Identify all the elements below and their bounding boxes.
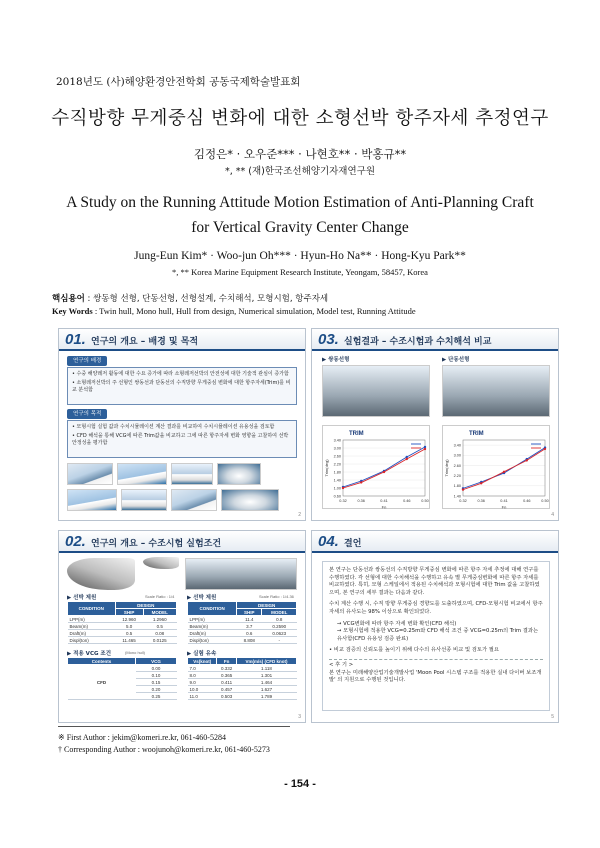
acknowledgement-title: < 후 기 > <box>329 661 354 668</box>
slide-header <box>59 329 305 351</box>
speed-cell: 0.332 <box>217 665 237 672</box>
purpose-box <box>67 420 297 458</box>
table-row <box>188 672 297 679</box>
keywords-korean-text: : 쌍동형 선형, 단동선형, 선형설계, 수치해석, 모형시험, 항주자세 <box>84 294 329 304</box>
slide-title: 실험결과 – 수조시험과 수치해석 비교 <box>344 337 492 347</box>
speed-cell: 8.0 <box>188 672 217 679</box>
twin-spec-cell: 0.5 <box>115 630 143 637</box>
speed-cell: 10.0 <box>188 686 217 693</box>
trim-chart-mono <box>442 425 550 509</box>
vcg-cell: 0.25 <box>136 693 177 700</box>
speed-cell: 0.365 <box>217 672 237 679</box>
boat-photo-4 <box>217 463 261 485</box>
acknowledgement <box>329 659 543 685</box>
y-tick-label: 1.80 <box>453 484 461 489</box>
data-point <box>526 459 528 461</box>
data-point <box>406 458 408 460</box>
data-point <box>424 448 426 450</box>
speed-cell: 0.503 <box>217 693 237 700</box>
table-row <box>188 623 297 630</box>
vcg-cell: 0.10 <box>136 672 177 679</box>
trim-chart-twin <box>322 425 430 509</box>
table-row <box>188 637 297 644</box>
slide-header <box>312 531 558 553</box>
x-tick-label: 0.41 <box>380 499 388 503</box>
slide-title: 연구의 개요 – 배경 및 목적 <box>91 337 199 347</box>
slide-title: 연구의 개요 – 수조시험 실험조건 <box>91 539 222 549</box>
y-tick-label: 0.60 <box>333 494 341 499</box>
twin-hull-model-photo <box>322 365 430 417</box>
mono-spec-cell: Draft(m) <box>188 630 237 637</box>
conference-line: 2018년도 (사)해양환경안전학회 공동국제학술발표회 <box>56 76 301 88</box>
slide-number: 04. <box>318 533 339 550</box>
boat-photo-2 <box>117 463 167 485</box>
speed-header-row <box>188 658 297 665</box>
table-row <box>68 616 177 623</box>
keywords-english-text: : Twin hull, Mono hull, Hull from design, Numerical simulation, Model test, Running Attitude <box>92 306 416 316</box>
twin-col-group: DESIGN <box>115 602 176 609</box>
mono-spec-cell: 0.6 <box>237 630 262 637</box>
mono-spec-cell: 0.8 <box>262 616 297 623</box>
title-english <box>30 190 570 240</box>
footnote-rule <box>58 726 290 727</box>
data-point <box>360 481 362 483</box>
twin-spec-group-row <box>68 602 177 609</box>
y-tick-label: 3.40 <box>453 443 461 448</box>
y-tick-label: 1.40 <box>453 494 461 499</box>
x-tick-label: 0.46 <box>523 499 531 503</box>
speed-body <box>188 665 297 700</box>
table-row <box>188 665 297 672</box>
conclusion-result-2: → 모형시험에 적용한 VCG=0.25m와 CFD 해석 조건 중 VCG=0.25m의 Trim 결과는 유사함(CFD 유용성 검증 완료) <box>337 628 539 642</box>
twin-col-ship: SHIP <box>115 609 143 616</box>
series-line <box>343 447 425 487</box>
mono-spec-cell: 0.2590 <box>262 623 297 630</box>
mono-spec-label: ▶ 선박 제원 <box>187 595 217 601</box>
vcg-col-contents: Contents <box>68 658 136 665</box>
mono-spec-cell: - <box>262 637 297 644</box>
twin-spec-cell: Displ(ton) <box>68 637 116 644</box>
mono-col-model: MODEL <box>262 609 297 616</box>
data-point <box>503 471 505 473</box>
twin-spec-cell: Beam(m) <box>68 623 116 630</box>
chart-title: TRIM <box>349 431 364 437</box>
twin-spec-head <box>68 602 177 616</box>
x-tick-label: 0.36 <box>357 499 365 503</box>
y-tick-label: 2.60 <box>333 454 341 459</box>
vcg-col-vcg: VCG <box>136 658 177 665</box>
acknowledgement-text: 본 연구는 미래해양산업기술개발사업 'Moon Pool 시스템 구조를 적용한 실내 다이버 보조개발' 의 지원으로 수행된 것입니다. <box>329 669 542 684</box>
vcg-label: ▶ 적용 VCG 조건 <box>67 651 112 657</box>
table-row <box>188 686 297 693</box>
conclusion-box <box>322 561 550 711</box>
background-point-1: • 수중 해양레저 활동에 대한 수요 증가에 따라 소형레저선박의 안전성에 대한 기술적 관심이 증가함 <box>72 371 289 377</box>
section-tag-purpose: 연구의 목적 <box>67 409 107 419</box>
boat-photo-7 <box>171 489 217 511</box>
boat-photo-6 <box>121 489 167 511</box>
purpose-point-1: • 모형시험 실험 값과 수치시뮬레이션 계산 결과를 비교하여 수치시뮬레이션 유용성을 검토함 <box>72 424 275 430</box>
speed-cell: 1.464 <box>236 679 296 686</box>
series-line <box>463 448 545 489</box>
footnote-first-author: ※ First Author : jekim@komeri.re.kr, 061-460-5284 <box>58 733 226 742</box>
speed-cell: 9.0 <box>188 679 217 686</box>
speed-label: ▶ 실험 유속 <box>187 651 217 657</box>
table-row <box>68 623 177 630</box>
y-axis-label: Trim(deg) <box>444 459 449 477</box>
twin-spec-body <box>68 616 177 644</box>
keywords-korean-label: 핵심용어 <box>52 294 85 304</box>
mono-hull-model-photo <box>442 365 550 417</box>
table-row <box>188 630 297 637</box>
boat-photo-1 <box>67 463 113 485</box>
speed-cell: 0.457 <box>217 686 237 693</box>
mono-col-group: DESIGN <box>237 602 297 609</box>
data-point <box>462 488 464 490</box>
twin-spec-cell: 0.5 <box>143 623 176 630</box>
conclusion-para-2: 수치 계산 수행 시, 수직 방향 무게중심 경향도를 도출하였으며, CFD-모형시험 비교에서 항주 자세의 유사도는 98% 이상으로 확인되었다. <box>329 601 543 615</box>
x-axis-label: Fn <box>501 504 507 510</box>
hull-render-1 <box>67 558 135 590</box>
vcg-body <box>68 665 177 700</box>
twin-spec-cell: 5.0 <box>115 623 143 630</box>
conclusion-para-1: 본 연구는 단동선과 쌍동선의 수직방향 무게중심 변화에 따른 항주 자세 추정에 대해 연구를 수행하였다. 각 선형에 대한 수치해석을 수행하고 유속 별 무게중심변화에 따른 항주 자세를 비교하였다. 특히, 모형 스케일에서 적용된 수치해석과 모형시험에 대한 Trim 값을 고찰하였으며, 본 연구의 세부 결과는 다음과 같다. <box>329 567 540 596</box>
series-line <box>343 449 425 488</box>
vcg-cell: 0.20 <box>136 686 177 693</box>
slide-results <box>311 328 559 521</box>
mono-col-condition: CONDITION <box>188 602 237 616</box>
speed-col-vm: Vm(m/s) (CFD knot) <box>236 658 296 665</box>
vcg-cell: 0.00 <box>136 665 177 672</box>
mono-spec-cell: 11.4 <box>237 616 262 623</box>
mono-spec-cell: Displ(ton) <box>188 637 237 644</box>
speed-cell: 0.411 <box>217 679 237 686</box>
table-row <box>68 665 177 672</box>
vcg-cell: 0.15 <box>136 679 177 686</box>
title-english-line2: for Vertical Gravity Center Change <box>191 219 409 236</box>
twin-spec-cell: 12.960 <box>115 616 143 623</box>
data-point <box>342 487 344 489</box>
slide-number: 03. <box>318 331 339 348</box>
x-tick-label: 0.46 <box>403 499 411 503</box>
keywords-english <box>52 306 416 316</box>
section-tag-background: 연구의 배경 <box>67 356 107 366</box>
x-tick-label: 0.41 <box>500 499 508 503</box>
background-point-2: • 소형레저선박의 주 선형인 쌍동선과 단동선의 수직방향 무게중심 변화에 대한 항주자세(Trim)를 비교 분석함 <box>72 379 291 393</box>
mono-spec-cell: 0.0623 <box>262 630 297 637</box>
speed-cell: 1.118 <box>236 665 296 672</box>
twin-scale-note: Scale Ratio : 1/4 <box>145 594 175 599</box>
speed-cell: 1.301 <box>236 672 296 679</box>
slide-page-number: 4 <box>551 512 554 518</box>
slide-title: 결언 <box>344 539 362 549</box>
slide-number: 02. <box>65 533 86 550</box>
mono-spec-group-row <box>188 602 297 609</box>
x-tick-label: 0.50 <box>421 499 429 503</box>
keywords-korean <box>52 292 328 304</box>
twin-col-condition: CONDITION <box>68 602 116 616</box>
twin-spec-label: ▶ 선박 제원 <box>67 595 97 601</box>
y-tick-label: 3.40 <box>333 438 341 443</box>
slide-test-conditions <box>58 530 306 723</box>
background-box <box>67 367 297 405</box>
y-tick-label: 2.20 <box>453 473 461 478</box>
title-korean: 수직방향 무게중심 변화에 대한 소형선박 항주자세 추정연구 <box>51 108 549 129</box>
authors-english: Jung-Eun Kim* · Woo-jun Oh*** · Hyun-Ho Na** · Hong-Kyu Park** <box>134 250 466 262</box>
data-point <box>544 448 546 450</box>
speed-head <box>188 658 297 665</box>
data-point <box>480 482 482 484</box>
twin-spec-cell: 11.465 <box>115 637 143 644</box>
mono-hull-label: ▶ 단동선형 <box>442 357 470 363</box>
slide-page-number: 3 <box>298 714 301 720</box>
twin-spec-cell: LPP(m) <box>68 616 116 623</box>
speed-cell: 7.0 <box>188 665 217 672</box>
slide-background-purpose <box>58 328 306 521</box>
table-row <box>188 693 297 700</box>
slide-header <box>59 531 305 553</box>
slide-conclusion <box>311 530 559 723</box>
twin-spec-table <box>67 601 177 644</box>
table-row <box>68 637 177 644</box>
vcg-table <box>67 657 177 700</box>
vcg-head <box>68 658 177 665</box>
table-row <box>188 616 297 623</box>
y-tick-label: 1.40 <box>333 478 341 483</box>
authors-korean: 김정은* · 오우준*** · 나현호** · 박홍규** <box>193 147 407 161</box>
x-tick-label: 0.32 <box>459 499 467 503</box>
slide-page-number: 2 <box>298 512 301 518</box>
x-tick-label: 0.36 <box>477 499 485 503</box>
vcg-header-row <box>68 658 177 665</box>
twin-spec-cell: 0.0125 <box>143 637 176 644</box>
conclusion-result-1: → VCG변화에 따라 항주 자세 변화 확인(CFD 해석) <box>337 620 457 627</box>
slide-header <box>312 329 558 351</box>
mono-spec-table <box>187 601 297 644</box>
mono-spec-cell: LPP(m) <box>188 616 237 623</box>
mono-spec-head <box>188 602 297 616</box>
speed-col-vs: Vs(knot) <box>188 658 217 665</box>
slide-number: 01. <box>65 331 86 348</box>
table-row <box>68 630 177 637</box>
x-axis-label: Fn <box>381 504 387 510</box>
speed-cell: 1.789 <box>236 693 296 700</box>
hull-model-photo <box>185 558 297 590</box>
twin-col-model: MODEL <box>143 609 176 616</box>
y-tick-label: 1.00 <box>333 486 341 491</box>
mono-spec-cell: 3.7 <box>237 623 262 630</box>
affiliation-korean: *, ** (재)한국조선해양기자재연구원 <box>224 166 376 177</box>
conclusion-para-3: • 비교 검증의 신뢰도를 높이기 위해 다수의 유사선종 비교 및 검토가 필요 <box>329 647 500 654</box>
twin-spec-cell: 0.08 <box>143 630 176 637</box>
page-number: - 154 - <box>284 778 316 790</box>
title-english-line1: A Study on the Running Attitude Motion Estimation of Anti-Planning Craft <box>66 194 534 211</box>
slide-page-number: 5 <box>551 714 554 720</box>
y-axis-label: Trim(deg) <box>324 459 329 477</box>
speed-cell: 1.627 <box>236 686 296 693</box>
mono-col-ship: SHIP <box>237 609 262 616</box>
speed-col-fn: Fn <box>217 658 237 665</box>
hull-render-2 <box>143 557 179 569</box>
trim-chart-twin-svg <box>323 426 431 510</box>
mono-spec-body <box>188 616 297 644</box>
x-tick-label: 0.50 <box>541 499 549 503</box>
vcg-unit-note: (Mono hull) <box>125 650 146 655</box>
twin-hull-label: ▶ 쌍동선형 <box>322 357 350 363</box>
keywords-english-label: Key Words <box>52 306 93 316</box>
speed-table <box>187 657 297 700</box>
affiliation-english: *, ** Korea Marine Equipment Research Institute, Yeongam, 58457, Korea <box>172 267 428 277</box>
y-tick-label: 3.00 <box>453 453 461 458</box>
mono-spec-cell: 8.808 <box>237 637 262 644</box>
twin-spec-cell: 1.2960 <box>143 616 176 623</box>
boat-photo-3 <box>171 463 213 485</box>
y-tick-label: 2.60 <box>453 463 461 468</box>
y-tick-label: 3.00 <box>333 446 341 451</box>
vcg-group-cell: CFD <box>68 665 136 700</box>
y-tick-label: 2.20 <box>333 462 341 467</box>
mono-scale-note: Scale Ratio : 1/4.36 <box>259 594 294 599</box>
x-tick-label: 0.32 <box>339 499 347 503</box>
boat-photo-8 <box>221 489 279 511</box>
footnote-corresponding-author: † Corresponding Author : woojunoh@komeri.re.kr, 061-460-5273 <box>58 745 270 754</box>
y-tick-label: 1.80 <box>333 470 341 475</box>
boat-photo-5 <box>67 489 117 511</box>
chart-title: TRIM <box>469 431 484 437</box>
table-row <box>188 679 297 686</box>
purpose-point-2: • CFD 해석을 통해 VCG에 따른 Trim값을 비교하고 그에 따른 항주자세 변화 영향을 고찰하여 선박 안정성을 평가함 <box>72 432 289 446</box>
trim-chart-mono-svg <box>443 426 551 510</box>
data-point <box>383 471 385 473</box>
mono-spec-cell: Beam(m) <box>188 623 237 630</box>
twin-spec-cell: Draft(m) <box>68 630 116 637</box>
speed-cell: 11.0 <box>188 693 217 700</box>
